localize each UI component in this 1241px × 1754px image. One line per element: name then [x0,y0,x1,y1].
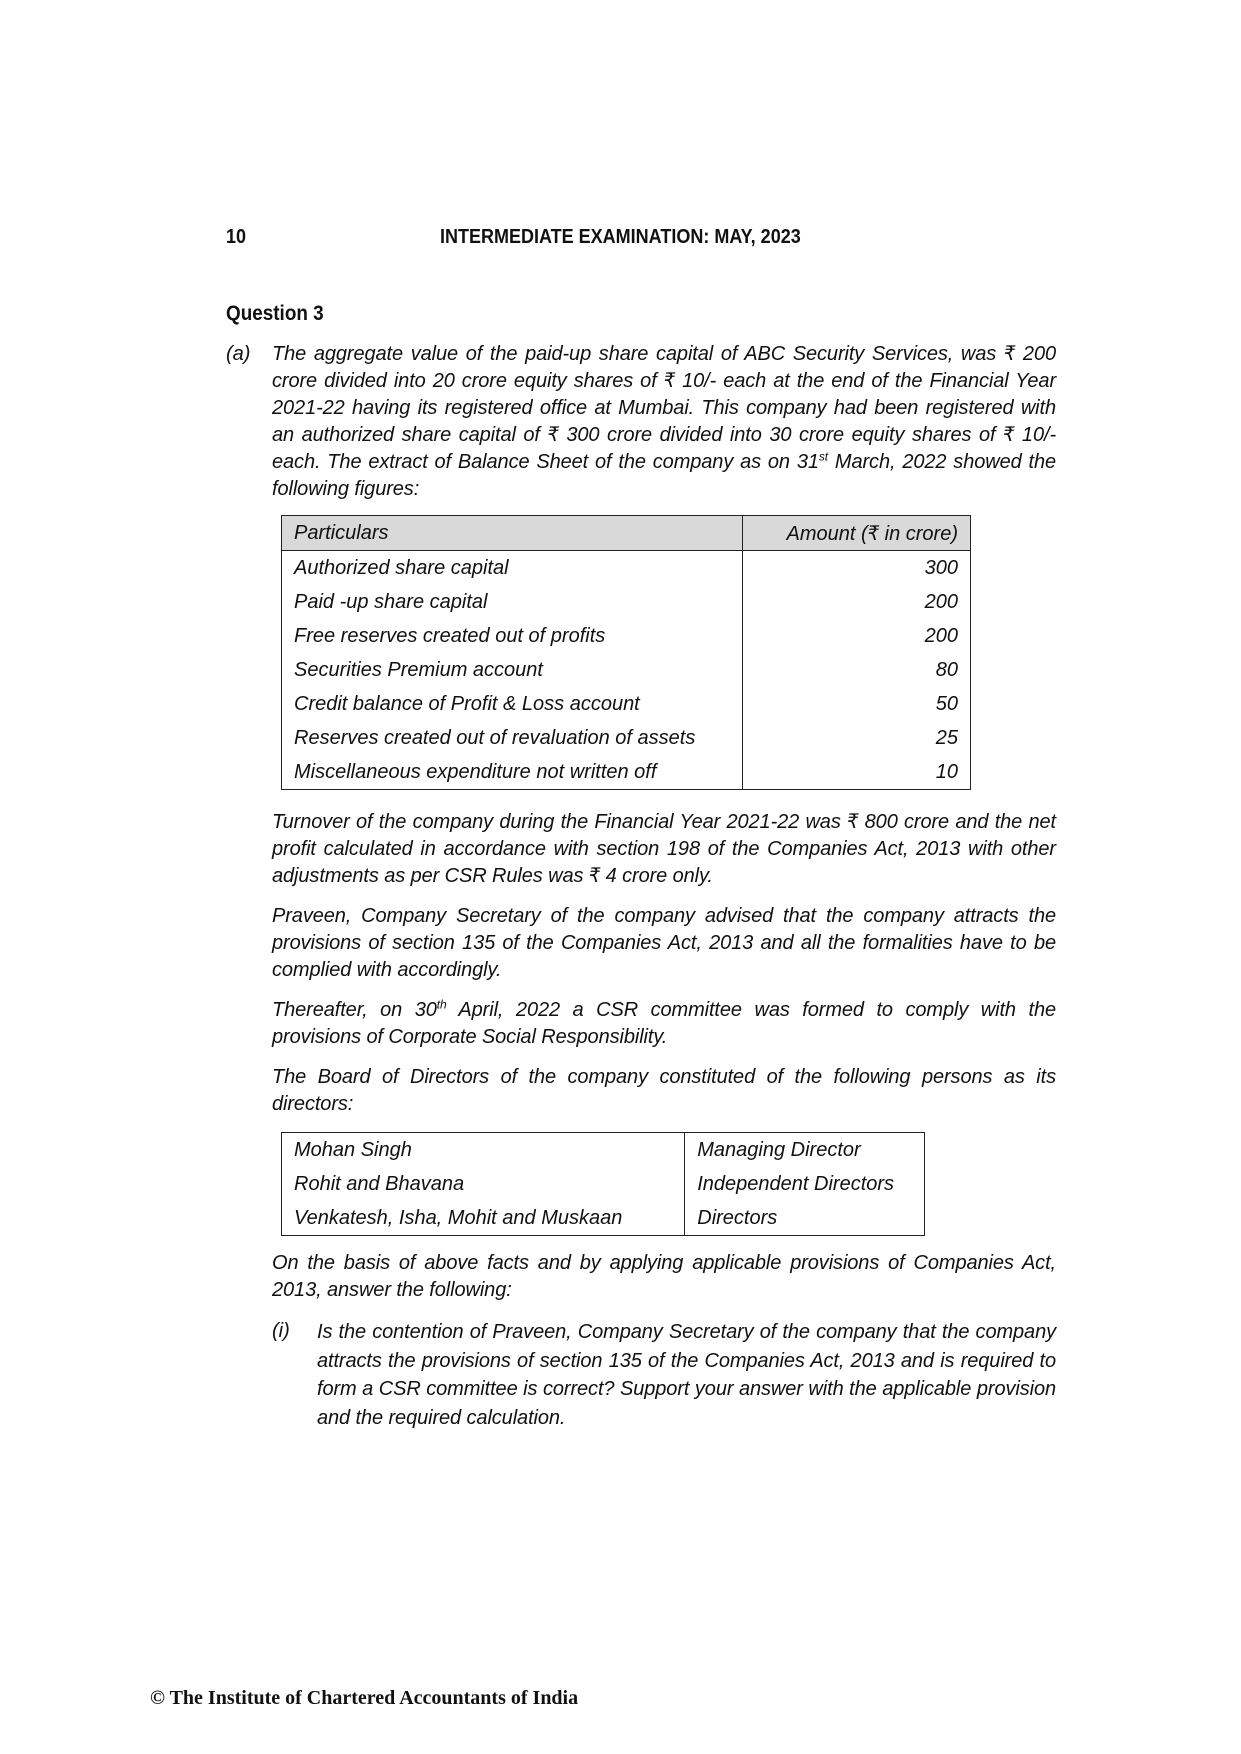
director-role-cell: Independent Directors [685,1167,925,1201]
table-row [282,551,971,586]
directors-table [281,1132,925,1236]
intro-superscript: st [818,449,829,464]
intro-paragraph [272,341,1056,503]
page-number: 10 [226,226,247,248]
praveen-paragraph: Praveen, Company Secretary of the company advised that the company attracts the provisions of section 135 of the Companies Act, 2013 and all the formalities have to be complied with accordingly. [272,905,1056,981]
copyright-footer: © The Institute of Chartered Accountants of India [150,1687,579,1709]
running-title: INTERMEDIATE EXAMINATION: MAY, 2023 [440,226,801,248]
header-amount: Amount (₹ in crore) [743,516,971,551]
table-row [282,1133,925,1168]
header-particulars: Particulars [282,516,743,551]
table-row [282,1167,925,1201]
table-row [282,1201,925,1236]
thereafter-text-1: Thereafter, on 30 [272,999,437,1021]
table-row [282,687,971,721]
amount-cell: 300 [743,551,971,586]
director-role-cell: Directors [685,1201,925,1236]
director-name-cell: Mohan Singh [282,1133,685,1168]
particular-cell: Authorized share capital [282,551,743,586]
thereafter-superscript: th [436,997,447,1012]
intro-text-2: March, 2022 showed the following figures: [272,451,1057,500]
balance-sheet-table [281,515,971,790]
amount-cell: 10 [743,755,971,790]
table-row [282,755,971,790]
thereafter-paragraph [272,997,1056,1051]
table-row [282,619,971,653]
director-name-cell: Rohit and Bhavana [282,1167,685,1201]
question-title: Question 3 [226,302,324,325]
turnover-paragraph: Turnover of the company during the Financial Year 2021-22 was ₹ 800 crore and the net profit calculated in accordance with section 198 of the Companies Act, 2013 with other adjustments as per CSR Rules was ₹ 4 crore only. [272,811,1056,887]
particular-cell: Reserves created out of revaluation of assets [282,721,743,755]
basis-paragraph: On the basis of above facts and by applying applicable provisions of Companies Act, 2013, answer the following: [272,1252,1056,1301]
amount-cell: 80 [743,653,971,687]
particular-cell: Miscellaneous expenditure not written off [282,755,743,790]
amount-cell: 25 [743,721,971,755]
sub-question-text: Is the contention of Praveen, Company Secretary of the company that the company attracts the provisions of section 135 of the Companies Act, 2013 and is required to form a CSR committee is correct? Support your answer with the applicable provision and the required calculation. [317,1321,1056,1429]
particular-cell: Securities Premium account [282,653,743,687]
particular-cell: Credit balance of Profit & Loss account [282,687,743,721]
director-name-cell: Venkatesh, Isha, Mohit and Muskaan [282,1201,685,1236]
table-row [282,653,971,687]
amount-cell: 50 [743,687,971,721]
table-row [282,721,971,755]
director-role-cell: Managing Director [685,1133,925,1168]
table-row [282,585,971,619]
particular-cell: Free reserves created out of profits [282,619,743,653]
amount-cell: 200 [743,619,971,653]
intro-text-1: The aggregate value of the paid-up share capital of ABC Security Services, was ₹ 200 crore divided into 20 crore equity shares of ₹ 10/- each at the end of the Financial Year 2021-22 having its registered office at Mumbai. This company had been registered with an authorized share capital of ₹ 300 crore divided into 30 crore equity shares of ₹ 10/- each. The extract of Balance Sheet of the company as on 31 [272,343,1056,473]
particular-cell: Paid -up share capital [282,585,743,619]
part-label: (a) [226,343,251,365]
thereafter-text-2: April, 2022 a CSR committee was formed to comply with the provisions of Corporate Social Responsibility. [272,999,1056,1048]
table-header-row [282,516,971,551]
amount-cell: 200 [743,585,971,619]
board-paragraph: The Board of Directors of the company constituted of the following persons as its directors: [272,1066,1056,1115]
sub-question-label: (i) [272,1320,290,1342]
